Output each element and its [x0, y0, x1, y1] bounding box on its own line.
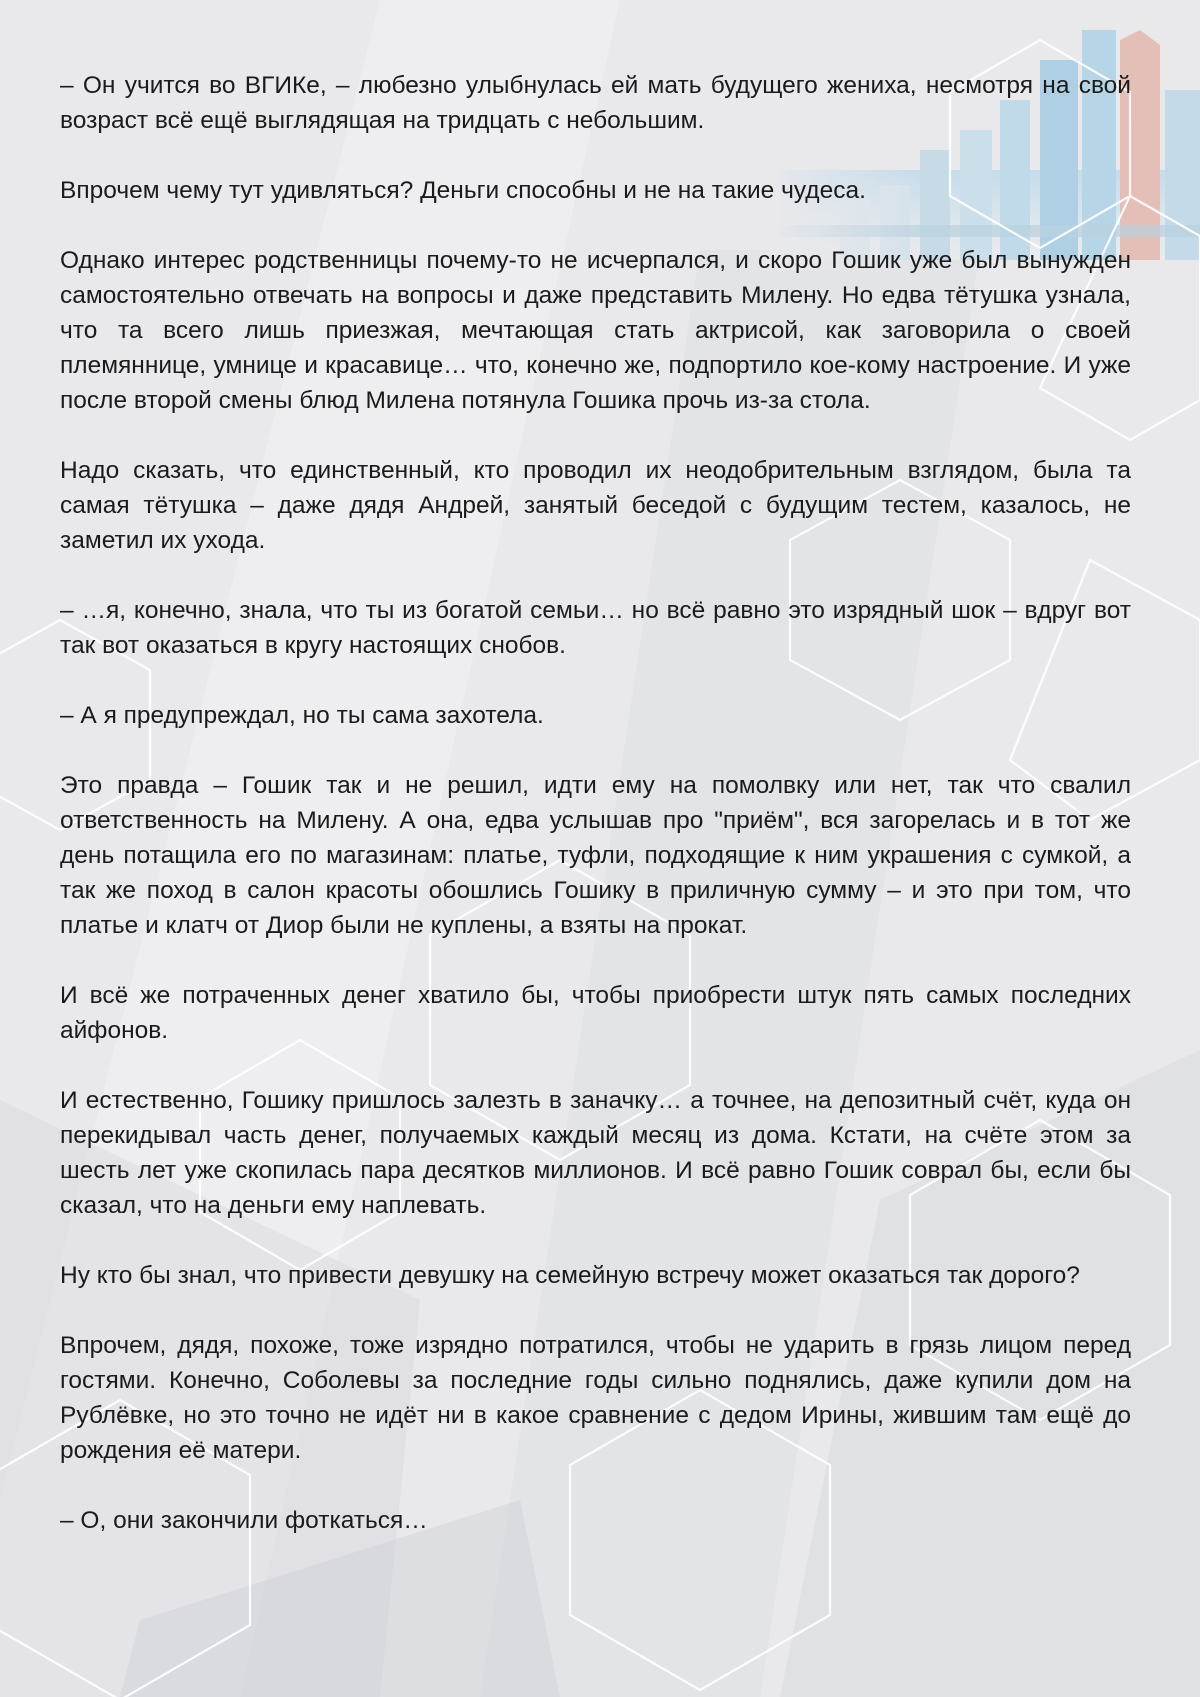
paragraph: Надо сказать, что единственный, кто проводил их неодобрительным взглядом, была та самая тётушка – даже дядя Андрей, занятый беседой с будущим тестем, казалось, не заметил их ухода. — [60, 457, 1131, 554]
document-body — [60, 68, 1131, 1538]
paragraph: Впрочем, дядя, похоже, тоже изрядно потратился, чтобы не ударить в грязь лицом перед гостями. Конечно, Соболевы за последние годы сильно поднялись, даже купили дом на Рублёвке, но это точно не идёт ни в какое сравнение с дедом Ирины, жившим там ещё до рождения её матери. — [60, 1332, 1131, 1464]
paragraph: И всё же потраченных денег хватило бы, чтобы приобрести штук пять самых последних айфонов. — [60, 982, 1131, 1044]
paragraph: Впрочем чему тут удивляться? Деньги способны и не на такие чудеса. — [60, 177, 866, 204]
paragraph: Однако интерес родственницы почему-то не исчерпался, и скоро Гошик уже был вынужден самостоятельно отвечать на вопросы и даже представить Милену. Но едва тётушка узнала, что та всего лишь приезжая, мечтающая стать актрисой, как заговорила о своей племяннице, умнице и красавице… что, конечно же, подпортило кое-кому настроение. И уже после второй смены блюд Милена потянула Гошика прочь из-за стола. — [60, 247, 1131, 414]
paragraph: – А я предупреждал, но ты сама захотела. — [60, 702, 544, 729]
paragraph: Ну кто бы знал, что привести девушку на семейную встречу может оказаться так дорого? — [60, 1262, 1080, 1289]
paragraph: И естественно, Гошику пришлось залезть в заначку… а точнее, на депозитный счёт, куда он перекидывал часть денег, получаемых каждый месяц из дома. Кстати, на счёте этом за шесть лет уже скопилась пара десятков миллионов. И всё равно Гошик соврал бы, если бы сказал, что на деньги ему наплевать. — [60, 1087, 1131, 1219]
paragraph: – Он учится во ВГИКе, – любезно улыбнулась ей мать будущего жениха, несмотря на свой возраст всё ещё выглядящая на тридцать с небольшим. — [60, 72, 1131, 134]
paragraph: – О, они закончили фоткаться… — [60, 1507, 428, 1534]
paragraph: – …я, конечно, знала, что ты из богатой семьи… но всё равно это изрядный шок – вдруг вот так вот оказаться в кругу настоящих снобов. — [60, 597, 1131, 659]
paragraph: Это правда – Гошик так и не решил, идти ему на помолвку или нет, так что свалил ответственность на Милену. А она, едва услышав про "приём", вся загорелась и в тот же день потащила его по магазинам: платье, туфли, подходящие к ним украшения с сумкой, а так же поход в салон красоты обошлись Гошику в приличную сумму – и это при том, что платье и клатч от Диор были не куплены, а взяты на прокат. — [60, 772, 1131, 939]
